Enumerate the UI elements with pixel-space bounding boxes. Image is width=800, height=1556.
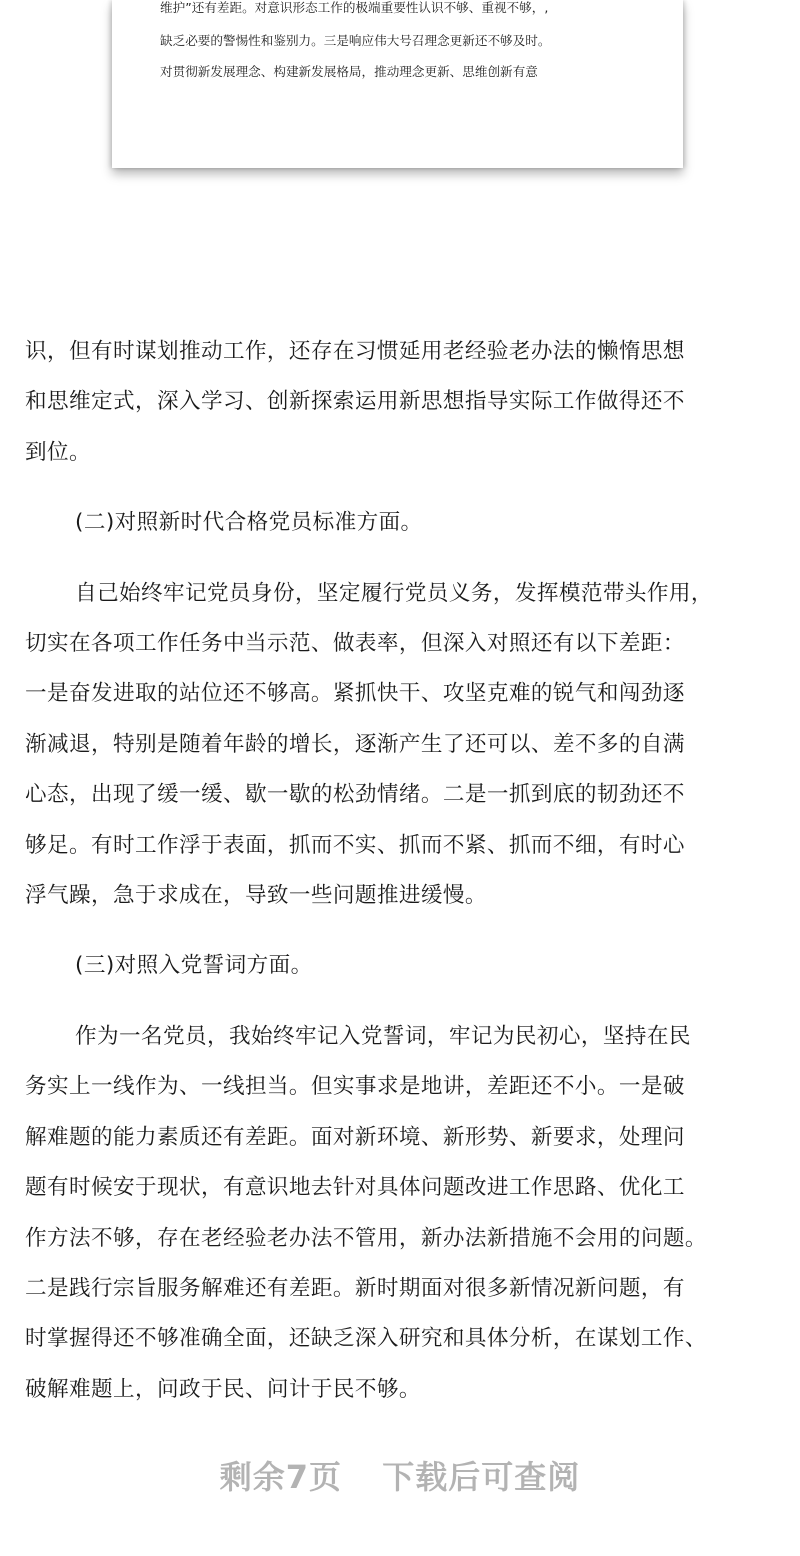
section-heading: (三)对照入党誓词方面。 <box>75 953 313 979</box>
preview-line: 维护”还有差距。对意识形态工作的极端重要性认识不够、重视不够，, <box>160 0 549 15</box>
body-line: 浮气躁，急于求成在，导致一些问题推进缓慢。 <box>25 883 487 909</box>
body-line: 和思维定式，深入学习、创新探索运用新思想指导实际工作做得还不 <box>25 389 685 415</box>
section-heading: (二)对照新时代合格党员标准方面。 <box>75 510 423 536</box>
remaining-pages-download-prompt[interactable]: 剩余7页 下载后可查阅 <box>219 1458 581 1496</box>
body-line: 二是践行宗旨服务解难还有差距。新时期面对很多新情况新问题，有 <box>25 1275 685 1301</box>
body-line: 识，但有时谋划推动工作，还存在习惯延用老经验老办法的懒惰思想 <box>25 339 685 364</box>
body-line: 够足。有时工作浮于表面，抓而不实、抓而不紧、抓而不细，有时心 <box>25 832 685 858</box>
document-body <box>25 327 777 1415</box>
body-line: 解难题的能力素质还有差距。面对新环境、新形势、新要求，处理问 <box>25 1124 685 1150</box>
preview-line: 对贯彻新发展理念、构建新发展格局，推动理念更新、思维创新有意 <box>160 64 538 79</box>
body-line: 破解难题上，问政于民、问计于民不够。 <box>25 1376 421 1402</box>
body-line: 时掌握得还不够准确全面，还缺乏深入研究和具体分析，在谋划工作、 <box>25 1326 707 1352</box>
body-line: 作方法不够，存在老经验老办法不管用，新办法新措施不会用的问题。 <box>25 1225 707 1251</box>
body-line: 一是奋发进取的站位还不够高。紧抓快干、攻坚克难的锐气和闯劲逐 <box>25 681 685 707</box>
body-line: 切实在各项工作任务中当示范、做表率，但深入对照还有以下差距： <box>25 631 685 657</box>
body-line: 务实上一线作为、一线担当。但实事求是地讲，差距还不小。一是破 <box>25 1074 685 1100</box>
body-line: 渐减退，特别是随着年龄的增长，逐渐产生了还可以、差不多的自满 <box>25 731 685 757</box>
body-line: 作为一名党员，我始终牢记入党誓词，牢记为民初心，坚持在民 <box>75 1023 691 1049</box>
body-line: 自己始终牢记党员身份，坚定履行党员义务，发挥模范带头作用， <box>75 580 713 606</box>
body-line: 心态，出现了缓一缓、歇一歇的松劲情绪。二是一抓到底的韧劲还不 <box>25 782 685 808</box>
body-line: 到位。 <box>25 439 91 465</box>
body-line: 题有时候安于现状，有意识地去针对具体问题改进工作思路、优化工 <box>25 1175 685 1201</box>
document-preview-card <box>112 0 683 168</box>
preview-line: 缺乏必要的警惕性和鉴别力。三是响应伟大号召理念更新还不够及时。 <box>160 33 551 48</box>
